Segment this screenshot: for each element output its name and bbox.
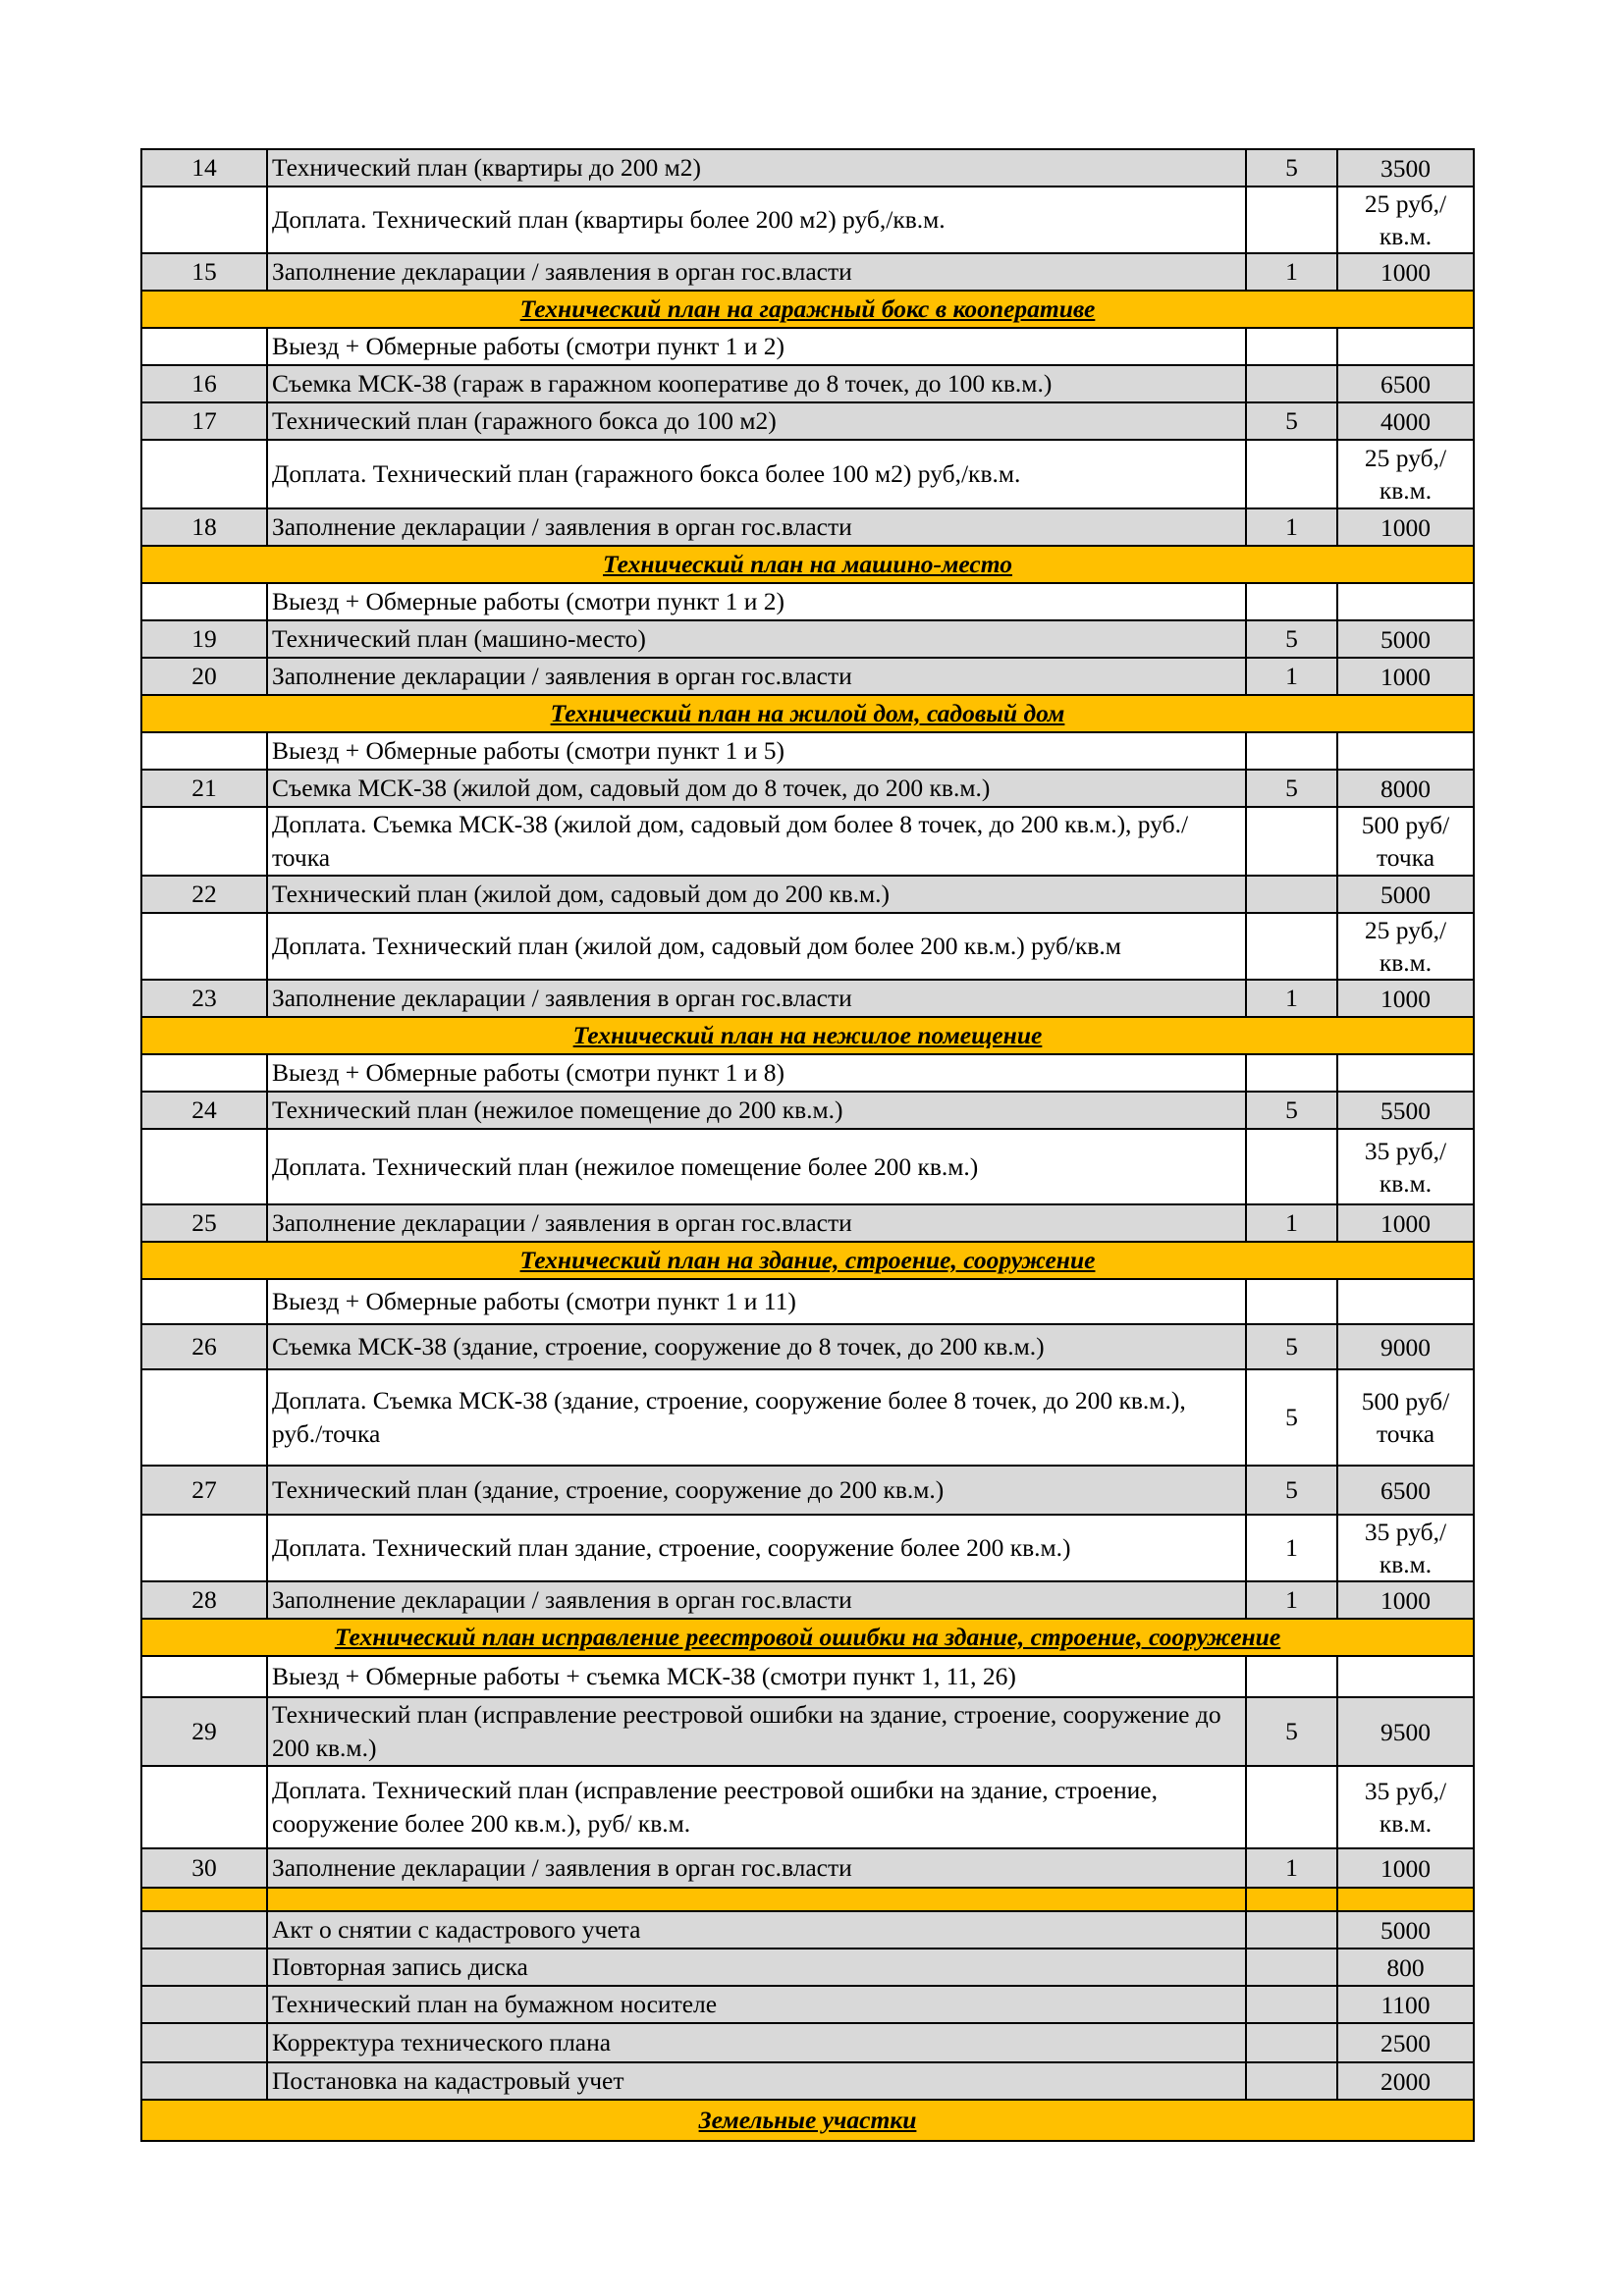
table-row: [141, 658, 1474, 695]
term-days-cell: [1246, 1911, 1337, 1949]
table-row: [141, 732, 1474, 770]
service-description-cell: Технический план (гаражного бокса до 100 м2): [267, 402, 1246, 440]
service-description-cell: Заполнение декларации / заявления в орган гос.власти: [267, 1848, 1246, 1888]
service-description-cell: Доплата. Технический план (нежилое помещение более 200 кв.м.): [267, 1129, 1246, 1204]
item-number-cell: 27: [141, 1466, 267, 1515]
table-row: [141, 1949, 1474, 1986]
price-cell: 1000: [1337, 1581, 1474, 1619]
item-number-cell: [141, 1986, 267, 2023]
item-number-cell: 30: [141, 1848, 267, 1888]
price-cell: 1000: [1337, 1848, 1474, 1888]
item-number-cell: 19: [141, 620, 267, 658]
service-description-cell: Доплата. Технический план (квартиры более 200 м2) руб,/кв.м.: [267, 187, 1246, 253]
price-cell: 2000: [1337, 2062, 1474, 2100]
table-row: [141, 1848, 1474, 1888]
section-header-row: [141, 695, 1474, 732]
table-row: [141, 1129, 1474, 1204]
price-cell: 6500: [1337, 1466, 1474, 1515]
service-description-cell: Технический план (исправление реестровой ошибки на здание, строение, сооружение до 200 кв.м.): [267, 1697, 1246, 1766]
table-row: [141, 440, 1474, 508]
price-cell: 35 руб,/кв.м.: [1337, 1766, 1474, 1848]
table-row: [141, 365, 1474, 402]
term-days-cell: [1246, 1949, 1337, 1986]
price-cell: 35 руб,/кв.м.: [1337, 1515, 1474, 1581]
section-title: Земельные участки: [141, 2100, 1474, 2141]
table-row: [141, 1766, 1474, 1848]
term-days-cell: 1: [1246, 253, 1337, 291]
price-cell: 800: [1337, 1949, 1474, 1986]
service-description-cell: Доплата. Съемка МСК-38 (жилой дом, садовый дом более 8 точек, до 200 кв.м.), руб./точка: [267, 807, 1246, 876]
price-cell: 25 руб,/кв.м.: [1337, 440, 1474, 508]
item-number-cell: [141, 1054, 267, 1092]
service-description-cell: Доплата. Съемка МСК-38 (здание, строение, сооружение более 8 точек, до 200 кв.м.), руб./точка: [267, 1369, 1246, 1466]
service-description-cell: Заполнение декларации / заявления в орган гос.власти: [267, 253, 1246, 291]
price-cell: 500 руб/точка: [1337, 807, 1474, 876]
item-number-cell: [141, 1911, 267, 1949]
item-number-cell: [141, 1949, 267, 1986]
service-description-cell: Доплата. Технический план (исправление реестровой ошибки на здание, строение, сооружение более 200 кв.м.), руб/ кв.м.: [267, 1766, 1246, 1848]
service-description-cell: Выезд + Обмерные работы (смотри пункт 1 и 2): [267, 583, 1246, 620]
term-days-cell: [1246, 732, 1337, 770]
term-days-cell: 5: [1246, 1697, 1337, 1766]
item-number-cell: 28: [141, 1581, 267, 1619]
term-days-cell: [1246, 187, 1337, 253]
item-number-cell: [141, 1656, 267, 1697]
service-description-cell: Выезд + Обмерные работы (смотри пункт 1 и 5): [267, 732, 1246, 770]
section-title: Технический план исправление реестровой ошибки на здание, строение, сооружение: [141, 1619, 1474, 1656]
item-number-cell: [141, 2023, 267, 2062]
service-description-cell: Корректура технического плана: [267, 2023, 1246, 2062]
price-cell: 1100: [1337, 1986, 1474, 2023]
price-cell: [1337, 328, 1474, 365]
term-days-cell: 5: [1246, 149, 1337, 187]
empty-cell: [1246, 1888, 1337, 1911]
term-days-cell: [1246, 1279, 1337, 1324]
blank-separator-row: [141, 1888, 1474, 1911]
section-title: Технический план на жилой дом, садовый дом: [141, 695, 1474, 732]
service-description-cell: Акт о снятии с кадастрового учета: [267, 1911, 1246, 1949]
term-days-cell: [1246, 440, 1337, 508]
price-cell: 35 руб,/кв.м.: [1337, 1129, 1474, 1204]
item-number-cell: 25: [141, 1204, 267, 1242]
section-title: Технический план на нежилое помещение: [141, 1017, 1474, 1054]
service-description-cell: Технический план (здание, строение, сооружение до 200 кв.м.): [267, 1466, 1246, 1515]
term-days-cell: [1246, 1656, 1337, 1697]
table-row: [141, 807, 1474, 876]
table-row: [141, 1324, 1474, 1369]
table-row: [141, 2062, 1474, 2100]
service-description-cell: Заполнение декларации / заявления в орган гос.власти: [267, 508, 1246, 546]
price-cell: 1000: [1337, 1204, 1474, 1242]
item-number-cell: 16: [141, 365, 267, 402]
price-cell: 1000: [1337, 658, 1474, 695]
section-header-row: [141, 2100, 1474, 2141]
term-days-cell: 5: [1246, 770, 1337, 807]
price-cell: [1337, 1279, 1474, 1324]
term-days-cell: 1: [1246, 1204, 1337, 1242]
price-cell: 3500: [1337, 149, 1474, 187]
table-row: [141, 402, 1474, 440]
service-description-cell: Заполнение декларации / заявления в орган гос.власти: [267, 1204, 1246, 1242]
price-cell: 5500: [1337, 1092, 1474, 1129]
service-description-cell: Съемка МСК-38 (здание, строение, сооружение до 8 точек, до 200 кв.м.): [267, 1324, 1246, 1369]
item-number-cell: 14: [141, 149, 267, 187]
table-row: [141, 583, 1474, 620]
term-days-cell: 5: [1246, 1466, 1337, 1515]
table-row: [141, 1911, 1474, 1949]
term-days-cell: [1246, 1054, 1337, 1092]
price-cell: [1337, 1054, 1474, 1092]
item-number-cell: [141, 1515, 267, 1581]
table-row: [141, 1581, 1474, 1619]
table-row: [141, 1369, 1474, 1466]
term-days-cell: 5: [1246, 402, 1337, 440]
term-days-cell: [1246, 365, 1337, 402]
term-days-cell: 1: [1246, 1515, 1337, 1581]
term-days-cell: 1: [1246, 658, 1337, 695]
price-cell: [1337, 732, 1474, 770]
price-cell: 25 руб,/кв.м.: [1337, 913, 1474, 980]
term-days-cell: 5: [1246, 1369, 1337, 1466]
section-header-row: [141, 291, 1474, 328]
price-cell: 1000: [1337, 508, 1474, 546]
item-number-cell: 26: [141, 1324, 267, 1369]
term-days-cell: 1: [1246, 1848, 1337, 1888]
table-row: [141, 620, 1474, 658]
service-description-cell: Выезд + Обмерные работы + съемка МСК-38 (смотри пункт 1, 11, 26): [267, 1656, 1246, 1697]
term-days-cell: 1: [1246, 980, 1337, 1017]
item-number-cell: [141, 732, 267, 770]
service-description-cell: Технический план (нежилое помещение до 200 кв.м.): [267, 1092, 1246, 1129]
price-list-body: [141, 149, 1474, 2141]
section-header-row: [141, 546, 1474, 583]
item-number-cell: 24: [141, 1092, 267, 1129]
price-cell: 25 руб,/кв.м.: [1337, 187, 1474, 253]
service-description-cell: Выезд + Обмерные работы (смотри пункт 1 и 2): [267, 328, 1246, 365]
term-days-cell: [1246, 1986, 1337, 2023]
price-list-table: [140, 148, 1475, 2142]
price-cell: 1000: [1337, 253, 1474, 291]
item-number-cell: 21: [141, 770, 267, 807]
section-header-row: [141, 1619, 1474, 1656]
term-days-cell: [1246, 876, 1337, 913]
price-cell: 4000: [1337, 402, 1474, 440]
price-cell: 5000: [1337, 1911, 1474, 1949]
section-title: Технический план на здание, строение, сооружение: [141, 1242, 1474, 1279]
table-row: [141, 508, 1474, 546]
item-number-cell: [141, 2062, 267, 2100]
term-days-cell: [1246, 913, 1337, 980]
item-number-cell: 29: [141, 1697, 267, 1766]
term-days-cell: 1: [1246, 1581, 1337, 1619]
table-row: [141, 1697, 1474, 1766]
item-number-cell: [141, 1766, 267, 1848]
price-cell: 5000: [1337, 876, 1474, 913]
item-number-cell: [141, 1129, 267, 1204]
item-number-cell: [141, 913, 267, 980]
table-row: [141, 1092, 1474, 1129]
table-row: [141, 980, 1474, 1017]
price-cell: 8000: [1337, 770, 1474, 807]
service-description-cell: Технический план на бумажном носителе: [267, 1986, 1246, 2023]
term-days-cell: 5: [1246, 620, 1337, 658]
empty-cell: [267, 1888, 1246, 1911]
item-number-cell: [141, 583, 267, 620]
item-number-cell: 15: [141, 253, 267, 291]
item-number-cell: [141, 187, 267, 253]
term-days-cell: [1246, 583, 1337, 620]
item-number-cell: 20: [141, 658, 267, 695]
price-cell: 5000: [1337, 620, 1474, 658]
service-description-cell: Съемка МСК-38 (гараж в гаражном кооперативе до 8 точек, до 100 кв.м.): [267, 365, 1246, 402]
term-days-cell: [1246, 807, 1337, 876]
table-row: [141, 876, 1474, 913]
service-description-cell: Заполнение декларации / заявления в орган гос.власти: [267, 980, 1246, 1017]
table-row: [141, 913, 1474, 980]
table-row: [141, 149, 1474, 187]
term-days-cell: 1: [1246, 508, 1337, 546]
service-description-cell: Доплата. Технический план (гаражного бокса более 100 м2) руб,/кв.м.: [267, 440, 1246, 508]
service-description-cell: Повторная запись диска: [267, 1949, 1246, 1986]
term-days-cell: [1246, 1129, 1337, 1204]
section-title: Технический план на гаражный бокс в кооперативе: [141, 291, 1474, 328]
item-number-cell: [141, 440, 267, 508]
table-row: [141, 770, 1474, 807]
table-row: [141, 2023, 1474, 2062]
service-description-cell: Технический план (машино-место): [267, 620, 1246, 658]
table-row: [141, 1054, 1474, 1092]
term-days-cell: 5: [1246, 1324, 1337, 1369]
empty-cell: [1337, 1888, 1474, 1911]
empty-cell: [141, 1888, 267, 1911]
price-cell: [1337, 583, 1474, 620]
item-number-cell: 23: [141, 980, 267, 1017]
table-row: [141, 1515, 1474, 1581]
table-row: [141, 1466, 1474, 1515]
term-days-cell: [1246, 1766, 1337, 1848]
price-cell: 6500: [1337, 365, 1474, 402]
service-description-cell: Выезд + Обмерные работы (смотри пункт 1 и 8): [267, 1054, 1246, 1092]
service-description-cell: Съемка МСК-38 (жилой дом, садовый дом до 8 точек, до 200 кв.м.): [267, 770, 1246, 807]
service-description-cell: Технический план (квартиры до 200 м2): [267, 149, 1246, 187]
term-days-cell: [1246, 2062, 1337, 2100]
service-description-cell: Постановка на кадастровый учет: [267, 2062, 1246, 2100]
table-row: [141, 253, 1474, 291]
price-cell: 9000: [1337, 1324, 1474, 1369]
item-number-cell: [141, 807, 267, 876]
price-cell: 1000: [1337, 980, 1474, 1017]
table-row: [141, 187, 1474, 253]
table-row: [141, 1204, 1474, 1242]
service-description-cell: Доплата. Технический план (жилой дом, садовый дом более 200 кв.м.) руб/кв.м: [267, 913, 1246, 980]
service-description-cell: Заполнение декларации / заявления в орган гос.власти: [267, 658, 1246, 695]
price-cell: 500 руб/точка: [1337, 1369, 1474, 1466]
term-days-cell: 5: [1246, 1092, 1337, 1129]
section-header-row: [141, 1242, 1474, 1279]
term-days-cell: [1246, 2023, 1337, 2062]
price-cell: [1337, 1656, 1474, 1697]
term-days-cell: [1246, 328, 1337, 365]
item-number-cell: 17: [141, 402, 267, 440]
item-number-cell: 22: [141, 876, 267, 913]
price-cell: 9500: [1337, 1697, 1474, 1766]
table-row: [141, 1279, 1474, 1324]
table-row: [141, 1986, 1474, 2023]
item-number-cell: [141, 1369, 267, 1466]
item-number-cell: [141, 328, 267, 365]
service-description-cell: Доплата. Технический план здание, строение, сооружение более 200 кв.м.): [267, 1515, 1246, 1581]
service-description-cell: Выезд + Обмерные работы (смотри пункт 1 и 11): [267, 1279, 1246, 1324]
table-row: [141, 328, 1474, 365]
section-header-row: [141, 1017, 1474, 1054]
table-row: [141, 1656, 1474, 1697]
price-cell: 2500: [1337, 2023, 1474, 2062]
item-number-cell: 18: [141, 508, 267, 546]
item-number-cell: [141, 1279, 267, 1324]
service-description-cell: Технический план (жилой дом, садовый дом до 200 кв.м.): [267, 876, 1246, 913]
service-description-cell: Заполнение декларации / заявления в орган гос.власти: [267, 1581, 1246, 1619]
section-title: Технический план на машино-место: [141, 546, 1474, 583]
